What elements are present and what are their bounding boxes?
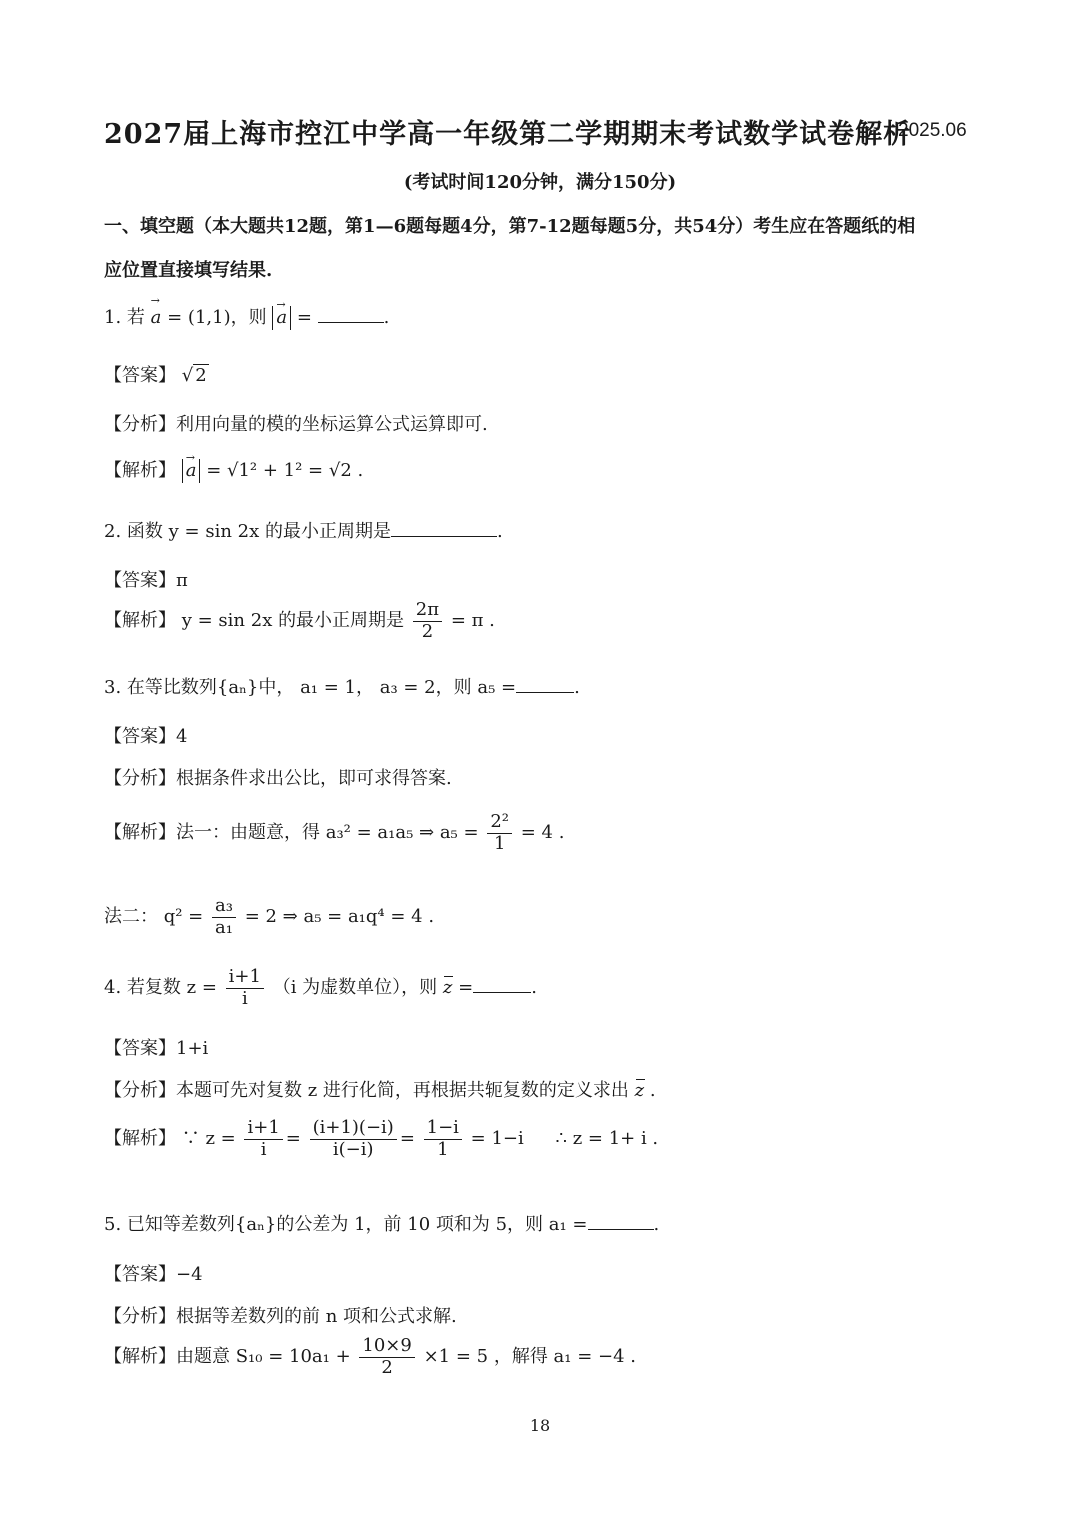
fraction-denominator: i xyxy=(241,987,248,1009)
fraction-numerator: i+1 xyxy=(244,1118,282,1140)
q4-sol-a: ∵ z = xyxy=(181,1128,236,1150)
q5-answer xyxy=(104,1260,203,1286)
q4-answer xyxy=(104,1034,208,1060)
q2-question: 2. 函数 y = sin 2x 的最小正周期是 . xyxy=(104,517,503,543)
solution-tag: 【解析】 xyxy=(104,610,176,632)
vector-a-modulus: → a xyxy=(182,459,201,483)
answer-tag: 【答案】 xyxy=(104,1038,176,1059)
fraction-numerator: 2² xyxy=(487,812,512,834)
q4-answer-value: 1+i xyxy=(176,1038,209,1059)
q4-sol-c: ∴ z = 1+ i . xyxy=(555,1128,659,1150)
q5-answer-value: −4 xyxy=(176,1264,203,1285)
q2-answer xyxy=(104,566,188,592)
q1-solution-text: = √1² + 1² = √2 . xyxy=(206,460,364,481)
fraction-denominator: 2 xyxy=(381,1356,393,1378)
q2-solution-a: y = sin 2x 的最小正周期是 xyxy=(181,610,405,632)
analysis-tag: 【分析】 xyxy=(104,1306,176,1327)
vector-a-modulus: → a xyxy=(272,306,291,330)
q4-sol-fraction-1 xyxy=(244,1118,282,1160)
q3-question: 3. 在等比数列{aₙ}中， a₁ = 1， a₃ = 2，则 a₅ = . xyxy=(104,673,580,699)
q4-text-c: = xyxy=(458,977,474,999)
exam-date: 2025.06 xyxy=(898,120,967,141)
page-number: 18 xyxy=(529,1416,551,1435)
answer-tag: 【答案】 xyxy=(104,570,176,591)
q2-answer-value: π xyxy=(176,570,188,591)
q3-solution xyxy=(104,812,564,854)
q3-analysis xyxy=(104,764,452,790)
q2-solution-b: = π . xyxy=(450,610,495,632)
q5-analysis-text: 根据等差数列的前 n 项和公式求解. xyxy=(176,1306,457,1327)
q2-number: 2. xyxy=(104,521,122,542)
q5-fraction xyxy=(359,1336,414,1378)
solution-tag: 【解析】 xyxy=(104,1128,176,1150)
fraction-denominator: i xyxy=(260,1138,267,1160)
q5-blank xyxy=(588,1211,654,1230)
q3-method2-a: 法二： q² = xyxy=(104,906,204,928)
q2-blank xyxy=(391,518,497,537)
q4-solution: 【解析】 ∵ z = $\frac{i+1}{i}$ = $\frac{(i+1)(-i)}{i(-i)}$ = $\frac{1-i}{1}$ = 1−i ∴ z = 1+ i . xyxy=(104,1117,659,1160)
q5-analysis xyxy=(104,1302,457,1328)
fraction-numerator: i+1 xyxy=(226,967,264,989)
fraction-numerator: a₃ xyxy=(212,896,236,918)
q2-fraction xyxy=(413,600,442,642)
vector-a: → a xyxy=(151,307,162,328)
q2-text: 函数 y = sin 2x 的最小正周期是 xyxy=(126,521,391,542)
q1-answer-value: 2 xyxy=(195,365,207,386)
answer-tag: 【答案】 xyxy=(104,365,176,386)
q3-method2 xyxy=(104,896,434,938)
q3-answer-value: 4 xyxy=(176,726,188,747)
conjugate-z: z xyxy=(442,977,453,999)
q4-fraction xyxy=(226,967,264,1009)
exam-subtitle: (考试时间120分钟，满分150分) xyxy=(403,172,677,193)
fraction-numerator: (i+1)(−i) xyxy=(310,1118,397,1140)
analysis-tag: 【分析】 xyxy=(104,1080,176,1101)
q1-given: = (1,1)，则 xyxy=(167,307,267,328)
fraction-numerator: 10×9 xyxy=(359,1336,414,1358)
fraction-denominator: a₁ xyxy=(215,916,233,938)
q4-analysis-text: 本题可先对复数 z 进行化简，再根据共轭复数的定义求出 xyxy=(176,1080,629,1101)
analysis-tag: 【分析】 xyxy=(104,414,176,435)
q1-question: 1. 若 → a = (1,1)，则 → a = . xyxy=(104,303,389,330)
q4-text-a: 若复数 z = xyxy=(126,977,217,999)
q4-analysis: 【分析】本题可先对复数 z 进行化简，再根据共轭复数的定义求出 z . xyxy=(104,1080,656,1101)
q5-sol-b: ×1 = 5 ，解得 a₁ = −4 . xyxy=(423,1346,636,1368)
q3-number: 3. xyxy=(104,677,122,698)
exam-title: 2027届上海市控江中学高一年级第二学期期末考试数学试卷解析 xyxy=(104,119,912,150)
answer-tag: 【答案】 xyxy=(104,726,176,747)
fraction-denominator: 1 xyxy=(493,832,506,854)
q1-blank xyxy=(318,304,384,323)
q5-solution xyxy=(104,1336,636,1378)
q3-method2-b: = 2 ⇒ a₅ = a₁q⁴ = 4 . xyxy=(244,906,435,928)
q1-answer xyxy=(104,361,209,387)
section-heading-line1: 一、填空题（本大题共12题，第1—6题每题4分，第7-12题每题5分，共54分）考生应在答题纸的相 xyxy=(104,216,916,237)
q4-number: 4. xyxy=(104,977,122,999)
fraction-denominator: i(−i) xyxy=(332,1138,374,1160)
q3-blank xyxy=(516,674,574,693)
q3-answer xyxy=(104,722,187,748)
fraction-numerator: 1−i xyxy=(424,1118,462,1140)
q5-question: 5. 已知等差数列{aₙ}的公差为 1，前 10 项和为 5，则 a₁ = . xyxy=(104,1210,659,1236)
analysis-tag: 【分析】 xyxy=(104,768,176,789)
q1-text-a: 若 xyxy=(126,307,145,328)
q5-text: 已知等差数列{aₙ}的公差为 1，前 10 项和为 5，则 a₁ = xyxy=(126,1214,588,1235)
q3-text: 在等比数列{aₙ}中， a₁ = 1， a₃ = 2，则 a₅ = xyxy=(126,677,517,698)
q1-solution xyxy=(104,456,363,483)
solution-tag: 【解析】 xyxy=(104,822,176,844)
q4-sol-b: = 1−i xyxy=(470,1128,524,1150)
fraction-numerator: 2π xyxy=(413,600,442,622)
q4-sol-fraction-3 xyxy=(424,1118,462,1160)
q2-solution xyxy=(104,600,495,642)
q4-sol-fraction-2 xyxy=(310,1118,397,1160)
q3-solution-b: = 4 . xyxy=(520,822,565,844)
q1-end: = xyxy=(296,307,312,328)
q4-blank xyxy=(473,974,531,993)
q5-sol-a: 由题意 S₁₀ = 10a₁ + xyxy=(176,1346,351,1368)
sqrt-symbol: √ 2 xyxy=(181,365,207,386)
solution-tag: 【解析】 xyxy=(104,460,176,481)
q4-text-b: （i 为虚数单位），则 xyxy=(272,977,438,999)
q3-solution-a: 法一：由题意，得 a₃² = a₁a₅ ⇒ a₅ = xyxy=(176,822,479,844)
fraction-denominator: 1 xyxy=(437,1138,449,1160)
fraction-denominator: 2 xyxy=(421,620,434,642)
q1-analysis-text: 利用向量的模的坐标运算公式运算即可. xyxy=(176,414,488,435)
q1-analysis xyxy=(104,410,488,436)
q3-analysis-text: 根据条件求出公比，即可求得答案. xyxy=(176,768,452,789)
q4-question: 4. 若复数 z = $\frac{i+1}{i}$ （i 为虚数单位），则 z = . xyxy=(104,966,537,1009)
answer-tag: 【答案】 xyxy=(104,1264,176,1285)
section-heading-line2: 应位置直接填写结果. xyxy=(104,260,273,281)
q5-number: 5. xyxy=(104,1214,122,1235)
q3-fraction xyxy=(487,812,512,854)
q1-number: 1. xyxy=(104,307,122,328)
q3-method2-fraction xyxy=(212,896,236,938)
conjugate-z: z xyxy=(634,1080,645,1101)
solution-tag: 【解析】 xyxy=(104,1346,176,1368)
